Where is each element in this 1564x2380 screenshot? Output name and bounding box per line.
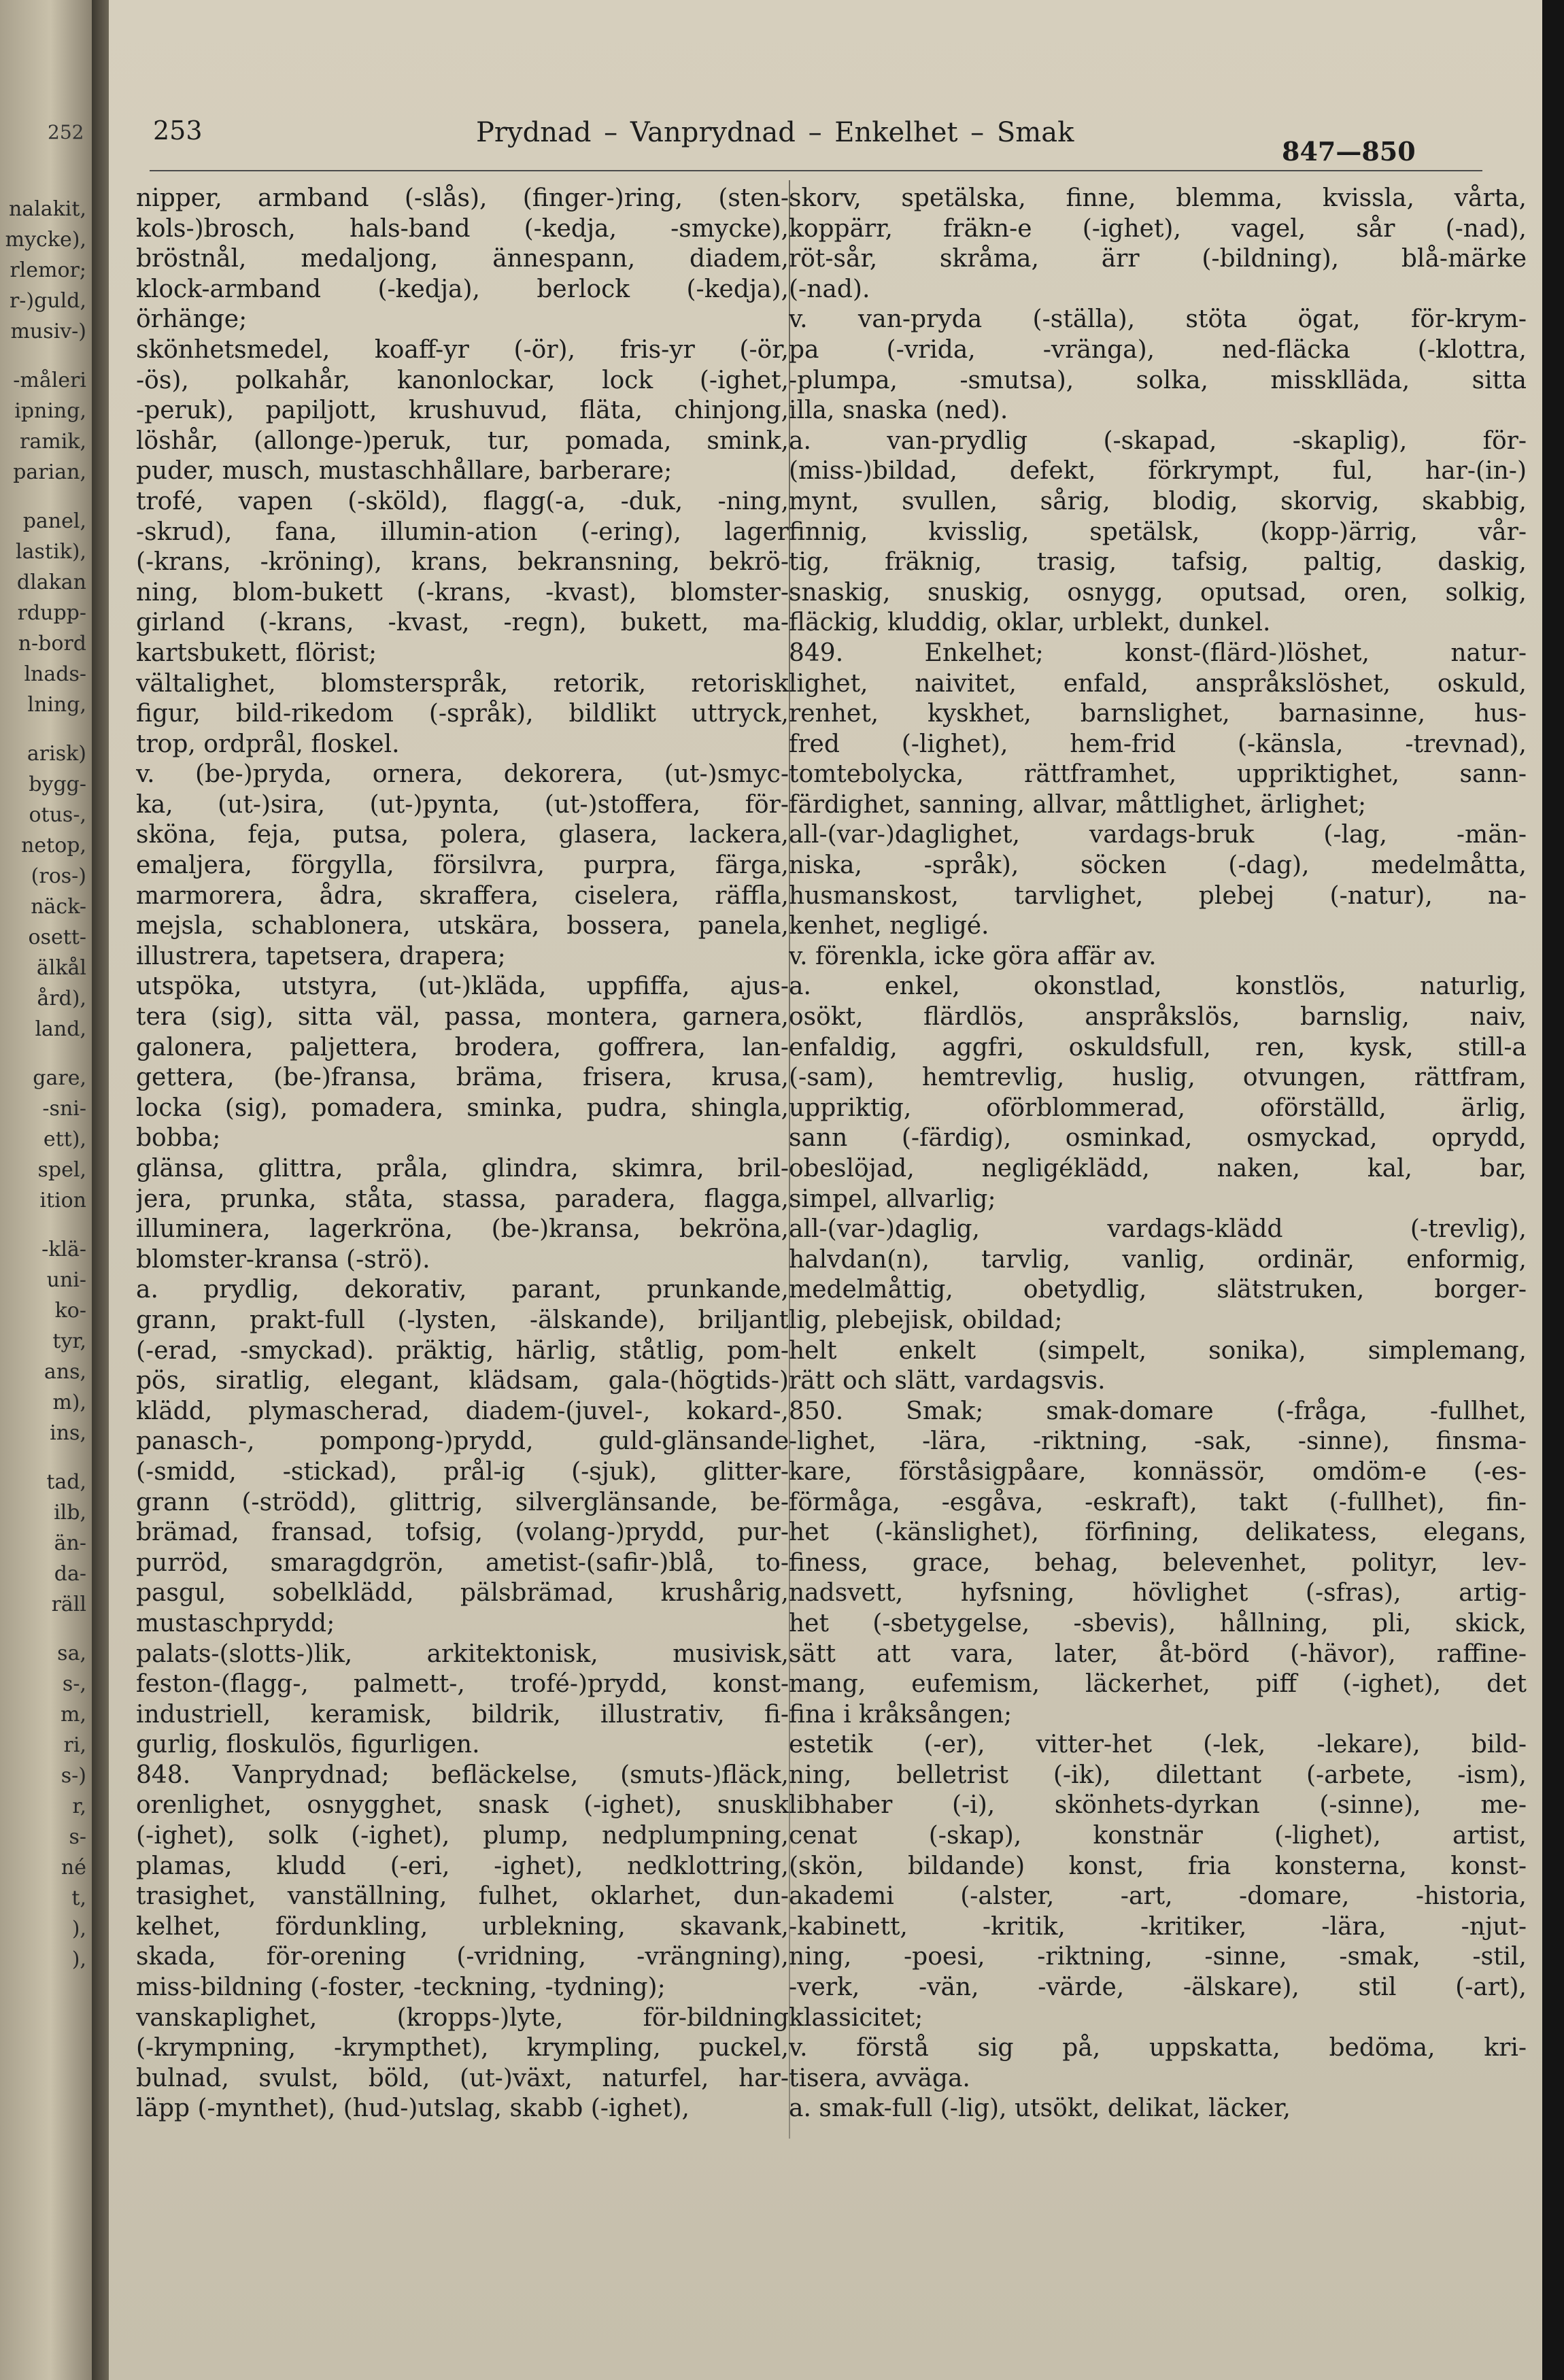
previous-page-fragment: ett), bbox=[43, 1127, 86, 1151]
text-line: akademi (-alster, -art, -domare, -historia, bbox=[789, 1882, 1527, 1911]
previous-page-fragment: räll bbox=[51, 1593, 86, 1616]
text-line: panasch-, pompong-)prydd, guld-glänsande bbox=[136, 1427, 789, 1456]
text-line: bröstnål, medaljong, ännespann, diadem, bbox=[136, 245, 789, 273]
page-number: 253 bbox=[153, 116, 203, 146]
previous-page-fragment: gare, bbox=[33, 1066, 86, 1090]
running-title: Prydnad – Vanprydnad – Enkelhet – Smak bbox=[476, 117, 1074, 148]
text-line: sann (-färdig), osminkad, osmyckad, oprydd, bbox=[789, 1124, 1527, 1153]
text-line: 848. Vanprydnad; befläckelse, (smuts-)fläck, bbox=[136, 1761, 789, 1789]
text-line: ning, -poesi, -riktning, -sinne, -smak, -stil, bbox=[789, 1943, 1527, 1971]
text-line: -plumpa, -smutsa), solka, missklläda, sitta bbox=[789, 366, 1527, 394]
previous-page-fragment: s- bbox=[69, 1825, 86, 1849]
text-line: (-nad). bbox=[789, 275, 870, 303]
previous-page-fragment: netop, bbox=[21, 834, 86, 857]
previous-page-fragment: -sni- bbox=[42, 1097, 86, 1121]
previous-page-fragment: sa, bbox=[57, 1642, 86, 1665]
previous-page-fragment: ri, bbox=[63, 1733, 86, 1757]
previous-page-fragment: otus-, bbox=[29, 803, 86, 827]
previous-page-edge bbox=[0, 0, 92, 2380]
text-line: -ös), polkahår, kanonlockar, lock (-ighet, bbox=[136, 366, 789, 394]
text-line: vanskaplighet, (kropps-)lyte, för-bildning bbox=[136, 2003, 789, 2032]
text-line: fred (-lighet), hem-frid (-känsla, -trevnad), bbox=[789, 730, 1527, 758]
text-line: puder, musch, mustaschhållare, barberare; bbox=[136, 457, 673, 486]
text-line: miss-bildning (-foster, -teckning, -tydning); bbox=[136, 1973, 666, 2002]
text-line: marmorera, ådra, skraffera, ciselera, räffla, bbox=[136, 881, 789, 910]
text-line: (-smidd, -stickad), prål-ig (-sjuk), glitter- bbox=[136, 1457, 789, 1486]
text-line: halvdan(n), tarvlig, vanlig, ordinär, enformig, bbox=[789, 1245, 1527, 1274]
text-line: a. van-prydlig (-skapad, -skaplig), för- bbox=[789, 426, 1527, 455]
text-line: illa, snaska (ned). bbox=[789, 396, 1008, 425]
text-line: mustaschprydd; bbox=[136, 1609, 335, 1637]
text-line: jera, prunka, ståta, stassa, paradera, flagga, bbox=[136, 1185, 789, 1213]
previous-page-fragment: r-)guld, bbox=[9, 289, 86, 313]
previous-page-fragment: né bbox=[61, 1856, 86, 1880]
text-line: estetik (-er), vitter-het (-lek, -lekare), bild- bbox=[789, 1731, 1527, 1759]
text-line: v. (be-)pryda, ornera, dekorera, (ut-)smyc- bbox=[136, 760, 789, 789]
previous-page-fragment: arisk) bbox=[27, 742, 86, 766]
text-line: (miss-)bildad, defekt, förkrympt, ful, har-(in-) bbox=[789, 457, 1527, 486]
previous-page-fragment: spel, bbox=[37, 1158, 86, 1182]
text-line: förmåga, -esgåva, -eskraft), takt (-fullhet), fin- bbox=[789, 1488, 1527, 1516]
previous-page-fragment: -klä- bbox=[41, 1238, 86, 1261]
previous-page-fragment: -måleri bbox=[13, 369, 86, 392]
text-line: renhet, kyskhet, barnslighet, barnasinne, hus- bbox=[789, 700, 1527, 728]
previous-page-fragment: s-, bbox=[62, 1672, 86, 1696]
previous-page-fragment: (ros-) bbox=[31, 864, 86, 888]
text-line: pa (-vrida, -vränga), ned-fläcka (-klottra, bbox=[789, 335, 1527, 364]
text-line: ka, (ut-)sira, (ut-)pynta, (ut-)stoffera, för- bbox=[136, 790, 789, 819]
text-line: -peruk), papiljott, krushuvud, fläta, chinjong, bbox=[136, 396, 789, 425]
text-line: mejsla, schablonera, utskära, bossera, panela, bbox=[136, 912, 789, 940]
previous-page-fragment: lastik), bbox=[16, 540, 86, 564]
text-line: -verk, -vän, -värde, -älskare), stil (-art), bbox=[789, 1973, 1527, 2002]
text-line: röt-sår, skråma, ärr (-bildning), blå-märke bbox=[789, 245, 1527, 273]
text-line: obeslöjad, negligéklädd, naken, kal, bar, bbox=[789, 1155, 1527, 1183]
text-line: kelhet, fördunkling, urblekning, skavank, bbox=[136, 1912, 789, 1941]
text-line: het (-känslighet), förfining, delikatess, elegans, bbox=[789, 1518, 1527, 1547]
text-line: (skön, bildande) konst, fria konsterna, konst- bbox=[789, 1852, 1527, 1880]
text-line: kartsbukett, flörist; bbox=[136, 639, 377, 667]
previous-page-fragment: nalakit, bbox=[8, 197, 86, 221]
text-line: galonera, paljettera, brodera, goffrera, lan- bbox=[136, 1033, 789, 1061]
text-line: -kabinett, -kritik, -kritiker, -lära, -njut- bbox=[789, 1912, 1527, 1941]
text-line: nadsvett, hyfsning, hövlighet (-sfras), artig- bbox=[789, 1579, 1527, 1608]
text-line: orenlighet, osnygghet, snask (-ighet), snusk bbox=[136, 1791, 789, 1820]
previous-page-fragment: parian, bbox=[13, 460, 86, 484]
text-line: bulnad, svulst, böld, (ut-)växt, naturfel, har- bbox=[136, 2064, 789, 2092]
text-line: nipper, armband (-slås), (finger-)ring, (sten- bbox=[136, 184, 789, 212]
previous-page-fragment: uni- bbox=[46, 1268, 86, 1292]
text-line: brämad, fransad, tofsig, (volang-)prydd, pur- bbox=[136, 1518, 789, 1547]
previous-page-fragment: dlakan bbox=[16, 571, 86, 594]
text-line: industriell, keramisk, bildrik, illustrativ, fi- bbox=[136, 1700, 789, 1729]
header-rule bbox=[150, 170, 1482, 171]
text-line: kenhet, negligé. bbox=[789, 912, 989, 940]
text-line: färdighet, sanning, allvar, måttlighet, ärlighet; bbox=[789, 790, 1367, 819]
text-line: finnig, kvisslig, spetälsk, (kopp-)ärrig, vår- bbox=[789, 517, 1527, 546]
text-line: finess, grace, behag, belevenhet, polityr, lev- bbox=[789, 1548, 1527, 1577]
previous-page-fragment: än- bbox=[54, 1531, 86, 1555]
text-line: rätt och slätt, vardagsvis. bbox=[789, 1367, 1106, 1395]
text-line: klädd, plymascherad, diadem-(juvel-, kokard-, bbox=[136, 1397, 789, 1425]
text-line: v. förenkla, icke göra affär av. bbox=[789, 942, 1157, 970]
previous-page-fragment: n-bord bbox=[18, 632, 86, 656]
previous-page-fragment: mycke), bbox=[5, 228, 86, 252]
text-line: palats-(slotts-)lik, arkitektonisk, musivisk, bbox=[136, 1639, 789, 1668]
previous-page-fragment: ition bbox=[39, 1189, 86, 1212]
text-line: tisera, avväga. bbox=[789, 2064, 970, 2092]
previous-page-fragment: land, bbox=[35, 1017, 86, 1041]
text-line: enfaldig, aggfri, oskuldsfull, ren, kysk, still-a bbox=[789, 1033, 1527, 1061]
text-line: ning, blom-bukett (-krans, -kvast), blomster- bbox=[136, 578, 789, 607]
previous-page-fragment: m), bbox=[52, 1391, 86, 1414]
text-line: tomtebolycka, rättframhet, uppriktighet, sann- bbox=[789, 760, 1527, 789]
text-line: helt enkelt (simpelt, sonika), simplemang, bbox=[789, 1336, 1527, 1365]
previous-page-fragment: osett- bbox=[28, 925, 86, 949]
text-line: plamas, kludd (-eri, -ighet), nedklottring, bbox=[136, 1852, 789, 1880]
text-line: mang, eufemism, läckerhet, piff (-ighet), det bbox=[789, 1670, 1527, 1699]
text-line: kols-)brosch, hals-band (-kedja, -smycke), bbox=[136, 214, 789, 243]
text-line: (-sam), hemtrevlig, huslig, otvungen, rättfram, bbox=[789, 1064, 1527, 1092]
text-line: lig, plebejisk, obildad; bbox=[789, 1306, 1063, 1334]
text-line: all-(var-)daglighet, vardags-bruk (-lag, -män- bbox=[789, 821, 1527, 849]
text-line: feston-(flagg-, palmett-, trofé-)prydd, konst- bbox=[136, 1670, 789, 1699]
text-line: gettera, (be-)fransa, bräma, frisera, krusa, bbox=[136, 1064, 789, 1092]
text-line: kare, förståsigpåare, konnässör, omdöm-e (-es- bbox=[789, 1457, 1527, 1486]
text-line: blomster-kransa (-strö). bbox=[136, 1245, 430, 1274]
text-line: grann, prakt-full (-lysten, -älskande), briljant bbox=[136, 1306, 789, 1334]
text-line: 849. Enkelhet; konst-(flärd-)löshet, natur- bbox=[789, 639, 1527, 667]
text-line: a. prydlig, dekorativ, parant, prunkande, bbox=[136, 1276, 789, 1304]
text-line: simpel, allvarlig; bbox=[789, 1185, 996, 1213]
right-column bbox=[789, 184, 1527, 2124]
text-line: -lighet, -lära, -riktning, -sak, -sinne), finsma- bbox=[789, 1427, 1527, 1456]
previous-page-fragment: lning, bbox=[27, 693, 86, 717]
previous-page-fragment: m, bbox=[61, 1703, 86, 1727]
previous-page-fragment: näck- bbox=[31, 895, 86, 919]
text-line: trasighet, vanställning, fulhet, oklarhet, dun- bbox=[136, 1882, 789, 1911]
text-line: trop, ordprål, floskel. bbox=[136, 730, 400, 758]
text-line: -skrud), fana, illumin-ation (-ering), lager bbox=[136, 517, 789, 546]
text-line: (-krans, -kröning), krans, bekransning, bekrö- bbox=[136, 548, 789, 577]
text-line: glänsa, glittra, pråla, glindra, skimra, bril- bbox=[136, 1155, 789, 1183]
text-line: locka (sig), pomadera, sminka, pudra, shingla, bbox=[136, 1093, 789, 1122]
text-line: (-erad, -smyckad). präktig, härlig, ståtlig, pom- bbox=[136, 1336, 789, 1365]
text-line: a. enkel, okonstlad, konstlös, naturlig, bbox=[789, 972, 1527, 1001]
text-line: het (-sbetygelse, -sbevis), hållning, pli, skick, bbox=[789, 1609, 1527, 1637]
previous-page-number: 252 bbox=[48, 121, 84, 143]
text-line: emaljera, förgylla, försilvra, purpra, färga, bbox=[136, 851, 789, 880]
text-line: purröd, smaragdgrön, ametist-(safir-)blå, to- bbox=[136, 1548, 789, 1577]
text-line: v. förstå sig på, uppskatta, bedöma, kri- bbox=[789, 2034, 1527, 2062]
text-line: illustrera, tapetsera, drapera; bbox=[136, 942, 506, 970]
previous-page-fragment: älkål bbox=[36, 956, 86, 980]
text-line: skada, för-orening (-vridning, -vrängning), bbox=[136, 1943, 789, 1971]
text-line: husmanskost, tarvlighet, plebej (-natur), na- bbox=[789, 881, 1527, 910]
text-line: libhaber (-i), skönhets-dyrkan (-sinne), me- bbox=[789, 1791, 1527, 1820]
text-line: osökt, flärdlös, anspråkslös, barnslig, naiv, bbox=[789, 1003, 1527, 1032]
text-line: vältalighet, blomsterspråk, retorik, retorisk bbox=[136, 669, 789, 698]
text-line: (-krympning, -krympthet), krympling, puckel, bbox=[136, 2034, 789, 2062]
previous-page-fragment: ans, bbox=[44, 1360, 86, 1384]
previous-page-fragment: musiv-) bbox=[10, 320, 86, 343]
text-line: skönhetsmedel, koaff-yr (-ör), fris-yr (-ör, bbox=[136, 335, 789, 364]
text-line: örhänge; bbox=[136, 305, 248, 334]
previous-page-fragment: rdupp- bbox=[17, 601, 86, 625]
text-line: fina i kråksången; bbox=[789, 1700, 1013, 1729]
text-line: pasgul, sobelklädd, pälsbrämad, krushårig, bbox=[136, 1579, 789, 1608]
previous-page-fragment: ilb, bbox=[54, 1501, 86, 1525]
text-line: 850. Smak; smak-domare (-fråga, -fullhet, bbox=[789, 1397, 1527, 1425]
text-line: pös, siratlig, elegant, klädsam, gala-(högtids-) bbox=[136, 1367, 789, 1395]
text-line: mynt, svullen, sårig, blodig, skorvig, skabbig, bbox=[789, 487, 1527, 515]
previous-page-fragment: rlemor; bbox=[10, 258, 86, 282]
previous-page-fragment: s-) bbox=[61, 1764, 86, 1788]
text-line: gurlig, floskulös, figurligen. bbox=[136, 1731, 480, 1759]
text-line: lighet, naivitet, enfald, anspråkslöshet, oskuld, bbox=[789, 669, 1527, 698]
text-line: snaskig, snuskig, osnygg, oputsad, oren, solkig, bbox=[789, 578, 1527, 607]
text-line: koppärr, fräkn-e (-ighet), vagel, sår (-nad), bbox=[789, 214, 1527, 243]
previous-page-fragment: ko- bbox=[54, 1299, 86, 1323]
previous-page-fragment: bygg- bbox=[29, 772, 86, 796]
text-line: (-ighet), solk (-ighet), plump, nedplumpning, bbox=[136, 1822, 789, 1850]
text-line: ning, belletrist (-ik), dilettant (-arbete, -ism), bbox=[789, 1761, 1527, 1789]
text-line: niska, -språk), söcken (-dag), medelmåtta, bbox=[789, 851, 1527, 880]
previous-page-fragment: da- bbox=[54, 1562, 86, 1586]
text-line: uppriktig, oförblommerad, oförställd, ärlig, bbox=[789, 1093, 1527, 1122]
book-page bbox=[109, 0, 1542, 2380]
text-line: trofé, vapen (-sköld), flagg(-a, -duk, -ning, bbox=[136, 487, 789, 515]
text-line: v. van-pryda (-ställa), stöta ögat, för-krym- bbox=[789, 305, 1527, 334]
previous-page-fragment: tad, bbox=[46, 1470, 86, 1494]
previous-page-fragment: panel, bbox=[22, 509, 86, 533]
text-line: bobba; bbox=[136, 1124, 221, 1153]
text-line: klock-armband (-kedja), berlock (-kedja), bbox=[136, 275, 789, 303]
text-line: illuminera, lagerkröna, (be-)kransa, bekröna, bbox=[136, 1215, 789, 1244]
text-line: tig, fräknig, trasig, tafsig, paltig, daskig, bbox=[789, 548, 1527, 577]
text-line: sätt att vara, later, åt-börd (-hävor), raffine- bbox=[789, 1639, 1527, 1668]
text-line: all-(var-)daglig, vardags-klädd (-trevlig), bbox=[789, 1215, 1527, 1244]
text-line: fläckig, kluddig, oklar, urblekt, dunkel. bbox=[789, 609, 1271, 637]
section-range: 847—850 bbox=[1282, 136, 1416, 167]
text-line: läpp (-mynthet), (hud-)utslag, skabb (-ighet), bbox=[136, 2094, 690, 2123]
left-column bbox=[136, 184, 789, 2124]
previous-page-fragment: ), bbox=[71, 1948, 86, 1971]
text-line: sköna, feja, putsa, polera, glasera, lackera, bbox=[136, 821, 789, 849]
text-line: utspöka, utstyra, (ut-)kläda, uppfiffa, ajus- bbox=[136, 972, 789, 1001]
previous-page-fragment: lnads- bbox=[24, 662, 86, 686]
text-line: girland (-krans, -kvast, -regn), bukett, ma- bbox=[136, 609, 789, 637]
text-line: grann (-strödd), glittrig, silverglänsande, be- bbox=[136, 1488, 789, 1516]
previous-page-fragment: t, bbox=[71, 1886, 86, 1910]
previous-page-fragment: r, bbox=[72, 1795, 86, 1818]
text-line: cenat (-skap), konstnär (-lighet), artist, bbox=[789, 1822, 1527, 1850]
text-line: figur, bild-rikedom (-språk), bildlikt uttryck, bbox=[136, 700, 789, 728]
previous-page-fragment: tyr, bbox=[52, 1329, 86, 1353]
text-line: klassicitet; bbox=[789, 2003, 923, 2032]
text-line: tera (sig), sitta väl, passa, montera, garnera, bbox=[136, 1003, 789, 1032]
previous-page-fragment: ård), bbox=[37, 987, 86, 1010]
previous-page-fragment: ), bbox=[71, 1917, 86, 1941]
text-line: medelmåttig, obetydlig, slätstruken, borger- bbox=[789, 1276, 1527, 1304]
previous-page-fragment: ins, bbox=[50, 1421, 86, 1445]
previous-page-fragment: ipning, bbox=[14, 399, 86, 423]
text-line: a. smak-full (-lig), utsökt, delikat, läcker, bbox=[789, 2094, 1291, 2123]
text-line: skorv, spetälska, finne, blemma, kvissla, vårta, bbox=[789, 184, 1527, 212]
previous-page-fragment: ramik, bbox=[20, 430, 86, 454]
text-line: löshår, (allonge-)peruk, tur, pomada, smink, bbox=[136, 426, 789, 455]
page-header bbox=[109, 109, 1542, 170]
